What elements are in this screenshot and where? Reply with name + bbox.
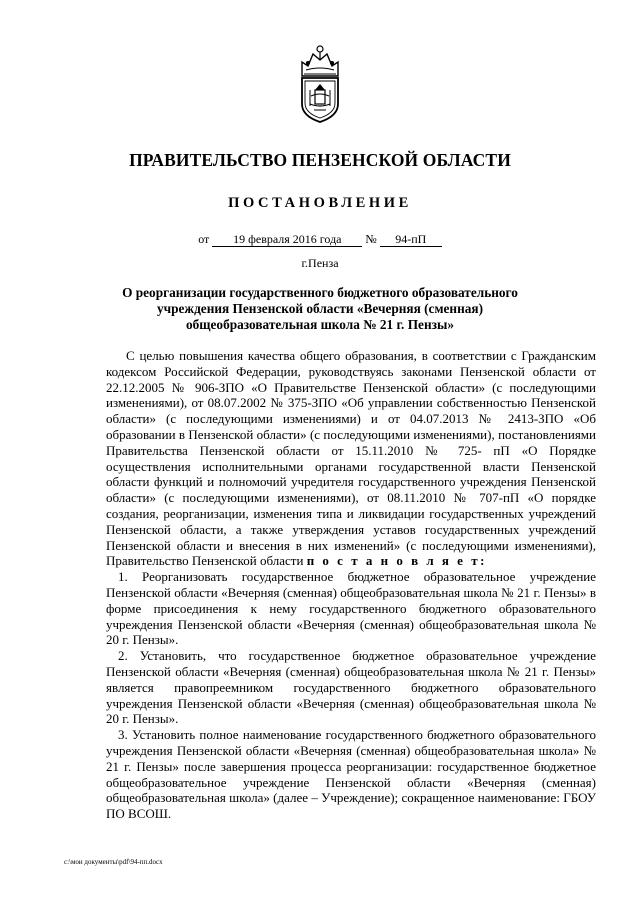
item-2-paragraph: 2. Установить, что государственное бюджетное образовательное учреждение Пензенской области «Вечерняя (сменная) общеобразовательная школа № 21 г. Пензы» является правопреемником государственного бюджетного образовательного учреждения Пензенской области «Вечерняя (сменная) общеобразовательная школа № 20 г. Пензы».: [106, 648, 596, 727]
document-subject: О реорганизации государственного бюджетного образовательного учреждения Пензенской области «Вечерняя (сменная) общеобразовательная школа № 21 г. Пензы»: [122, 285, 518, 332]
date-prefix: от: [198, 232, 210, 246]
item-3-paragraph: 3. Установить полное наименование государственного бюджетного образовательного учреждения Пензенской области «Вечерняя (сменная) общеобразовательная школа» № 21 г. Пензы» после завершения процесса реорганизации: государственное бюджетное общеобразовательное учреждение Пензенской области «Вечерняя (сменная) общеобразовательная школа» (далее – Учреждение); сокращенное наименование: ГБОУ ПО ВСОШ.: [106, 727, 596, 822]
file-path-footer: c:\мои документы\pdf\94-пп.docx: [64, 858, 163, 866]
coat-of-arms-icon: [296, 42, 344, 124]
document-body: [106, 348, 596, 822]
document-type: ПОСТАНОВЛЕНИЕ: [228, 195, 412, 211]
city: г.Пенза: [301, 256, 339, 270]
date-number-line: [0, 232, 640, 247]
preamble-paragraph: [106, 348, 596, 569]
document-date: 19 февраля 2016 года: [212, 233, 362, 247]
document-number: 94-пП: [380, 233, 442, 247]
preamble-text: С целью повышения качества общего образования, в соответствии с Гражданским кодексом Российской Федерации, руководствуясь законами Пензенской области от 22.12.2005 № 906-ЗПО «О Правительстве Пензенской области» (с последующими изменениями), от 08.07.2002 № 375-ЗПО «Об управлении собственностью Пензенской области» (с последующими изменениями) и от 04.07.2013 № 2413-ЗПО «Об образовании в Пензенской области» (с последующими изменениями), постановлениями Правительства Пензенской области от 15.11.2010 № 725- пП «О Порядке осуществления исполнительными органами государственной власти Пензенской области функций и полномочий учредителя государственного учреждения Пензенской области» (с последующими изменениями), от 08.11.2010 № 707-пП «О порядке создания, реорганизации, изменения типа и ликвидации государственных учреждений Пензенской области, а также утверждения уставов государственных учреждений Пензенской области и внесения в них изменений» (с последующими изменениями), Правительство Пензенской области: [106, 348, 596, 569]
item-1-paragraph: 1. Реорганизовать государственное бюджетное образовательное учреждение Пензенской области «Вечерняя (сменная) общеобразовательная школа № 21 г. Пензы» в форме присоединения к нему государственного бюджетного образовательного учреждения Пензенской области «Вечерняя (сменная) общеобразовательная школа № 20 г. Пензы».: [106, 569, 596, 648]
government-title: ПРАВИТЕЛЬСТВО ПЕНЗЕНСКОЙ ОБЛАСТИ: [129, 150, 511, 170]
resolves-word: п о с т а н о в л я е т:: [306, 553, 487, 569]
number-sign: №: [365, 232, 377, 246]
